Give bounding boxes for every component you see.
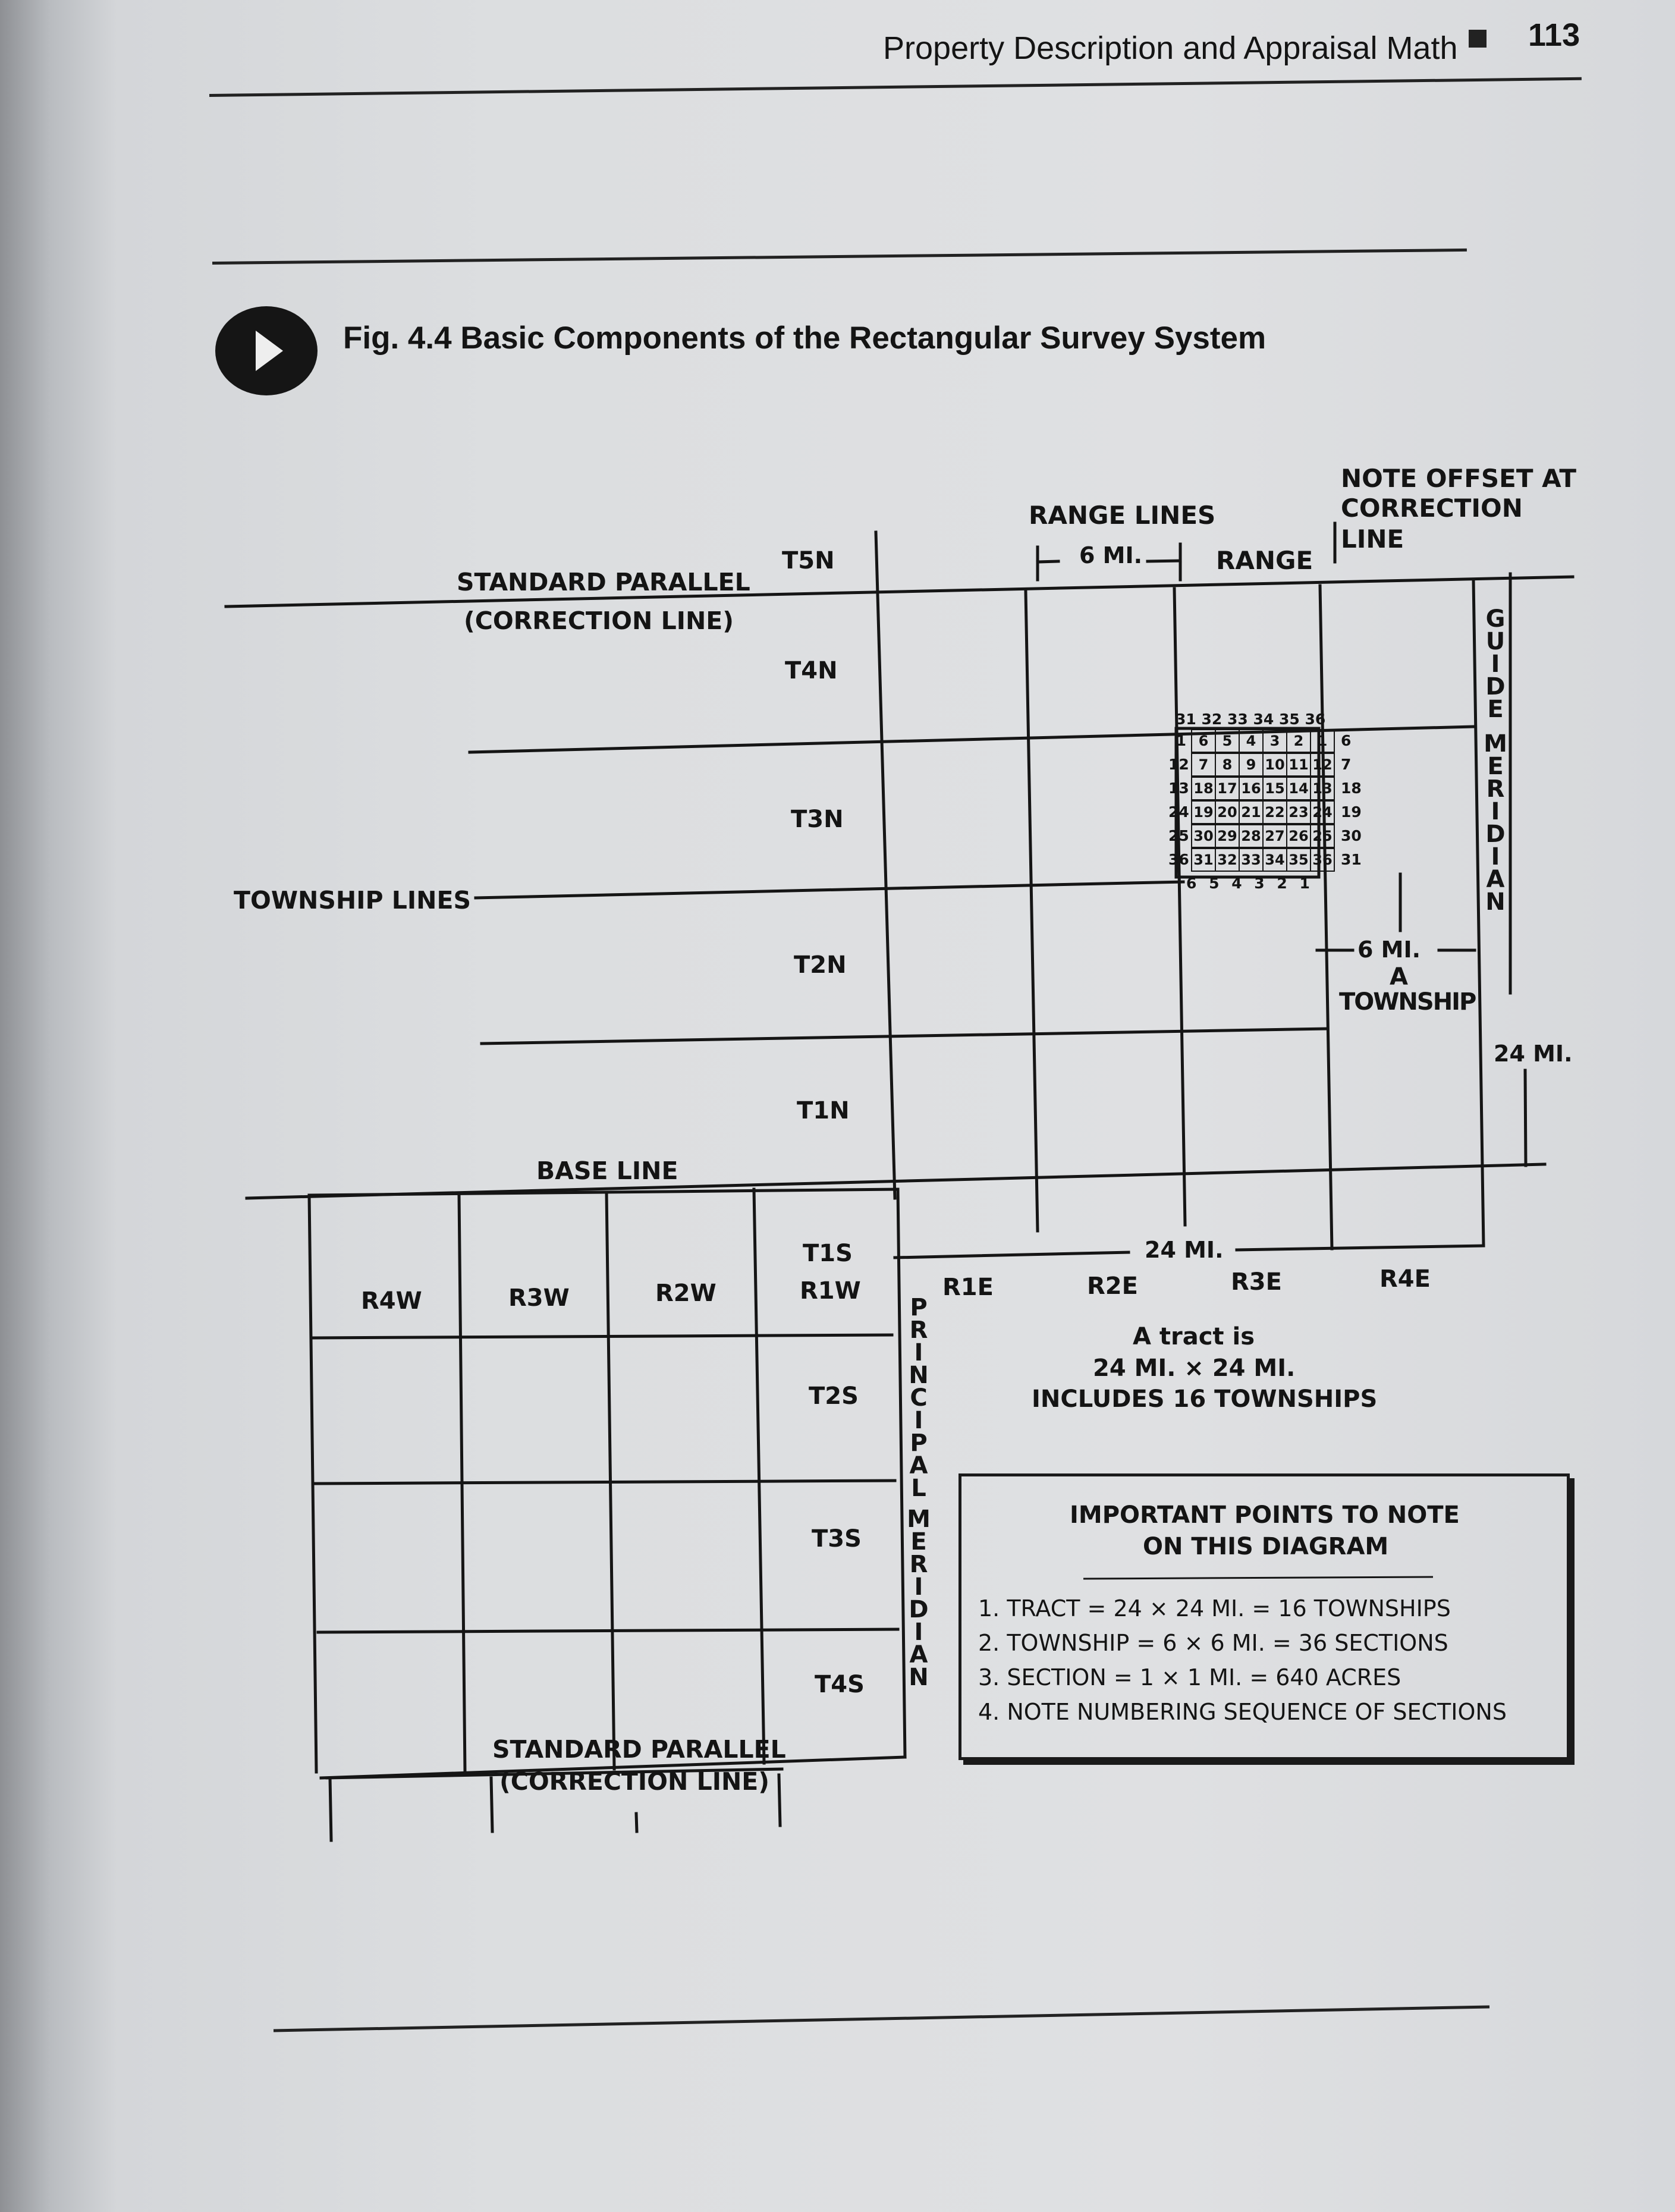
meridian-letter: M xyxy=(907,1506,931,1533)
section-cell: 18 xyxy=(1191,777,1216,800)
standard-parallel-top-label: STANDARD PARALLEL xyxy=(457,568,750,596)
range-label-e: R2E xyxy=(1087,1272,1138,1300)
tract-24mi-side-label: 24 MI. xyxy=(1494,1041,1573,1067)
section-outside-right: 18 xyxy=(1341,780,1362,797)
section-cell: 15 xyxy=(1262,777,1287,800)
section-cell: 6 xyxy=(1191,729,1216,753)
meridian-letter: A xyxy=(909,1452,928,1479)
section-bottom-outside-row: 6 5 4 3 2 1 xyxy=(1186,875,1313,892)
section-outside-right: 7 xyxy=(1341,756,1352,773)
range-6mi-marker-arm1 xyxy=(1038,561,1058,562)
section-cell: 16 xyxy=(1239,777,1264,800)
important-points-box xyxy=(959,1473,1570,1760)
meridian-letter: C xyxy=(910,1384,928,1412)
section-cell: 3 xyxy=(1262,729,1287,753)
bottom-rule xyxy=(274,2007,1489,2031)
meridian-letter: U xyxy=(1485,628,1506,655)
tract-24mi-bottom-label: 24 MI. xyxy=(1145,1237,1224,1263)
township-label: T2S xyxy=(809,1382,859,1410)
section-outside-right: 19 xyxy=(1341,803,1362,821)
important-point-item: 2. TOWNSHIP = 6 × 6 MI. = 36 SECTIONS xyxy=(978,1630,1448,1656)
tract-description-line1: A tract is xyxy=(1133,1323,1255,1350)
section-cell: 17 xyxy=(1215,777,1240,800)
section-cell: 32 xyxy=(1215,848,1240,872)
range-line-r4e-north xyxy=(1320,586,1332,1249)
meridian-letter: I xyxy=(1491,798,1500,825)
section-cell: 26 xyxy=(1286,824,1311,848)
section-cell: 19 xyxy=(1191,800,1216,824)
meridian-letter: L xyxy=(911,1475,926,1502)
base-line-label: BASE LINE xyxy=(536,1157,678,1185)
section-cell: 9 xyxy=(1239,753,1264,777)
section-cell: 21 xyxy=(1239,800,1264,824)
running-header-title: Property Description and Appraisal Math xyxy=(883,30,1458,66)
section-cell: 10 xyxy=(1262,753,1287,777)
township-label: T3S xyxy=(812,1525,862,1553)
meridian-letter: G xyxy=(1485,605,1506,633)
range-6mi-label: 6 MI. xyxy=(1079,542,1143,568)
meridian-letter: E xyxy=(910,1528,927,1556)
meridian-letter: E xyxy=(1487,696,1504,723)
standard-parallel-top-line xyxy=(226,577,1573,607)
meridian-letter: I xyxy=(914,1573,923,1601)
section-outside-left: 36 xyxy=(1168,851,1189,868)
meridian-letter: I xyxy=(914,1619,923,1646)
correction-line-top-label: (CORRECTION LINE) xyxy=(464,607,734,635)
meridian-letter: N xyxy=(909,1664,929,1691)
section-cell: 35 xyxy=(1286,848,1311,872)
section-outside-left: 13 xyxy=(1168,780,1189,797)
meridian-letter: R xyxy=(1486,775,1505,803)
section-outside-left: 25 xyxy=(1168,827,1189,844)
meridian-letter: N xyxy=(1485,888,1506,916)
section-outside-right: 30 xyxy=(1341,827,1362,844)
section-cell: 4 xyxy=(1239,729,1264,753)
section-cell: 30 xyxy=(1191,824,1216,848)
section-cell: 34 xyxy=(1262,848,1287,872)
section-cell: 28 xyxy=(1239,824,1264,848)
meridian-letter: N xyxy=(909,1362,929,1389)
meridian-letter: M xyxy=(1484,730,1507,758)
range-line-r3e-north xyxy=(1174,589,1185,1225)
section-cell: 24 xyxy=(1310,800,1335,824)
range-label-e: R1E xyxy=(942,1274,994,1301)
section-cell: 2 xyxy=(1286,729,1311,753)
meridian-letter: P xyxy=(910,1429,928,1457)
meridian-letter: A xyxy=(909,1641,928,1669)
meridian-letter: D xyxy=(1485,673,1506,700)
range-label-w: R4W xyxy=(361,1287,422,1315)
section-cell: 22 xyxy=(1262,800,1287,824)
sw-below-v2 xyxy=(491,1778,492,1831)
side-24mi-tick-bottom xyxy=(1525,1070,1526,1165)
section-outside-left: 24 xyxy=(1168,803,1189,821)
section-cell: 8 xyxy=(1215,753,1240,777)
township-6mi-label: 6 MI. xyxy=(1357,937,1421,963)
section-cell: 5 xyxy=(1215,729,1240,753)
tract-bottom-line-right xyxy=(1237,1246,1484,1250)
important-points-title-line1: IMPORTANT POINTS TO NOTE xyxy=(1070,1501,1460,1529)
page-number: 113 xyxy=(1528,17,1580,53)
note-offset-line2: CORRECTION xyxy=(1341,494,1523,523)
range-label-w: R1W xyxy=(800,1277,861,1305)
section-cell: 23 xyxy=(1286,800,1311,824)
township-line-t3n xyxy=(476,882,1183,898)
sw-below-v1 xyxy=(330,1778,331,1840)
section-cell: 14 xyxy=(1286,777,1311,800)
section-cell: 12 xyxy=(1310,753,1335,777)
section-outside-left: 1 xyxy=(1176,732,1186,749)
range-label-e: R3E xyxy=(1231,1268,1282,1296)
meridian-letter: D xyxy=(909,1596,929,1623)
range-line-r2e-north xyxy=(1026,592,1038,1231)
sw-below-v4 xyxy=(779,1775,780,1825)
note-offset-line3: LINE xyxy=(1341,524,1404,554)
sw-grid-v4 xyxy=(754,1189,764,1763)
sw-grid-h3 xyxy=(315,1481,895,1484)
section-cell: 29 xyxy=(1215,824,1240,848)
township-label: T4N xyxy=(785,657,838,684)
section-cell: 1 xyxy=(1310,729,1335,753)
section-cell: 33 xyxy=(1239,848,1264,872)
meridian-letter: R xyxy=(909,1551,928,1578)
section-top-outside-row: 31 32 33 34 35 36 xyxy=(1176,711,1326,728)
section-cell: 27 xyxy=(1262,824,1287,848)
section-outside-left: 12 xyxy=(1168,756,1189,773)
township-label: T5N xyxy=(782,547,835,574)
meridian-letter: I xyxy=(1491,651,1500,678)
section-cell: 31 xyxy=(1191,848,1216,872)
tract-description-line3: INCLUDES 16 TOWNSHIPS xyxy=(1032,1385,1378,1413)
township-a-label: TOWNSHIP xyxy=(1339,988,1476,1016)
important-point-item: 3. SECTION = 1 × 1 MI. = 640 ACRES xyxy=(978,1664,1401,1691)
township-label: T2N xyxy=(794,951,847,979)
note-offset-line1: NOTE OFFSET AT xyxy=(1341,464,1577,493)
township-line-t2n xyxy=(482,1029,1326,1044)
principal-meridian-north xyxy=(876,532,895,1198)
sw-grid-h2 xyxy=(312,1335,892,1338)
section-outside-right: 6 xyxy=(1341,732,1352,749)
range-label: RANGE xyxy=(1216,546,1313,575)
sw-below-v3 xyxy=(636,1814,637,1831)
section-cell: 20 xyxy=(1215,800,1240,824)
meridian-letter: I xyxy=(914,1407,923,1434)
township-label: T4S xyxy=(815,1671,865,1698)
section-cell: 25 xyxy=(1310,824,1335,848)
important-point-item: 1. TRACT = 24 × 24 MI. = 16 TOWNSHIPS xyxy=(978,1595,1451,1622)
standard-parallel-bottom-label: STANDARD PARALLEL xyxy=(492,1735,786,1764)
correction-line-bottom-label: (CORRECTION LINE) xyxy=(499,1767,770,1796)
meridian-letter: E xyxy=(1487,753,1504,780)
section-cell: 7 xyxy=(1191,753,1216,777)
section-cell: 36 xyxy=(1310,848,1335,872)
important-point-item: 4. NOTE NUMBERING SEQUENCE OF SECTIONS xyxy=(978,1699,1507,1725)
range-label-w: R2W xyxy=(655,1280,716,1307)
township-a-letter: A xyxy=(1390,963,1408,991)
meridian-letter: D xyxy=(1485,821,1506,848)
township-label: T1N xyxy=(797,1097,850,1124)
figure-title: Fig. 4.4 Basic Components of the Rectangular Survey System xyxy=(343,321,1267,356)
meridian-letter: P xyxy=(910,1294,928,1321)
range-lines-label: RANGE LINES xyxy=(1029,501,1216,530)
section-cell: 11 xyxy=(1286,753,1311,777)
township-label: T3N xyxy=(791,806,844,833)
section-outside-right: 31 xyxy=(1341,851,1362,868)
range-label-w: R3W xyxy=(508,1284,570,1312)
range-label-e: R4E xyxy=(1379,1265,1431,1293)
tract-description-line2: 24 MI. × 24 MI. xyxy=(1093,1355,1296,1382)
meridian-letter: I xyxy=(1491,843,1500,871)
meridian-letter: I xyxy=(914,1339,923,1366)
sw-grid-h4 xyxy=(318,1629,898,1632)
meridian-letter: A xyxy=(1486,866,1505,893)
township-lines-label: TOWNSHIP LINES xyxy=(234,886,472,915)
meridian-letter: R xyxy=(909,1316,928,1344)
section-cell: 13 xyxy=(1310,777,1335,800)
township-label: T1S xyxy=(803,1240,853,1267)
tract-bottom-line xyxy=(895,1252,1129,1258)
important-points-title-line2: ON THIS DIAGRAM xyxy=(1143,1533,1389,1560)
